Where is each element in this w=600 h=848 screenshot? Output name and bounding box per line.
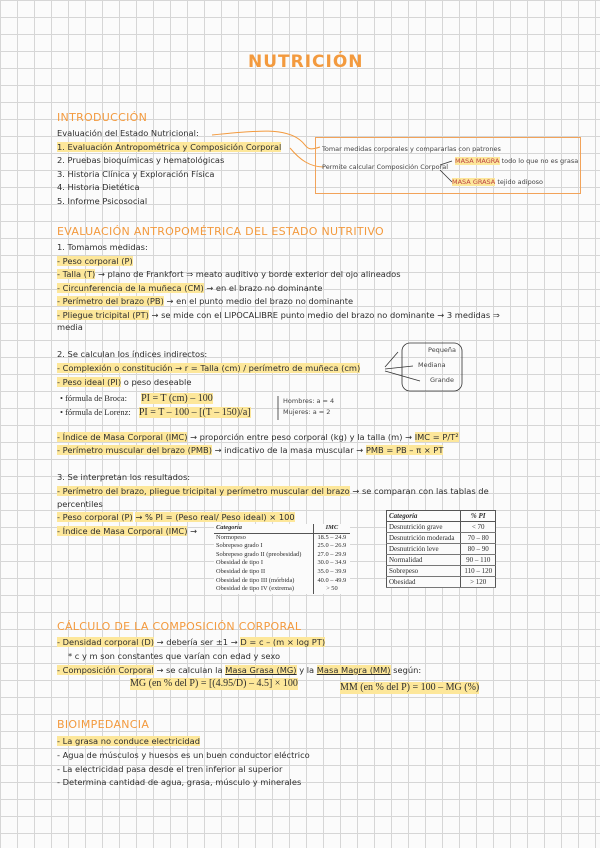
pt-label: - Pliegue tricipital (PT) <box>57 310 149 320</box>
complexion-label: - Complexión o constitución → r = Talla (cm) / perímetro de muñeca (cm) <box>57 363 361 373</box>
eval-step2: 2. Se calculan los índices indirectos: <box>57 349 208 359</box>
table-row <box>387 577 496 588</box>
table-header-row <box>214 524 350 533</box>
masa-magra-row <box>455 157 578 165</box>
pb-label: - Perímetro del brazo (PB) <box>57 296 164 306</box>
complexion-type: Grande <box>430 376 454 384</box>
interp1-text2: percentiles <box>57 499 103 509</box>
pb-text: → en el punto medio del brazo no dominante <box>166 296 354 306</box>
header-cell: IMC <box>313 524 350 533</box>
intro-item: 4. Historia Dietética <box>57 182 140 192</box>
masa-grasa-row <box>452 178 543 186</box>
cell: 35.0 – 39.9 <box>313 568 350 577</box>
intro-item: 3. Historia Clínica y Exploración Física <box>57 169 215 179</box>
bio-item: - La electricidad pasa desde el tren inferior al superior <box>57 764 283 774</box>
table-row <box>387 555 496 566</box>
dc-formula: D = c – (m × log PT) <box>240 637 326 647</box>
cm-label: - Circunferencia de la muñeca (CM) <box>57 283 204 293</box>
calc-dc <box>57 637 325 648</box>
cell: Obesidad de tipo III (mórbida) <box>216 576 295 584</box>
cell: Obesidad <box>387 577 461 588</box>
cell: 18.5 – 24.9 <box>313 533 350 542</box>
box-line2a: Permite calcular <box>322 163 375 171</box>
dc-text: → debería ser ±1 → <box>156 637 238 647</box>
cell: Sobrepeso <box>387 566 461 577</box>
page-title: NUTRICIÓN <box>248 52 364 72</box>
cell: 80 – 90 <box>461 544 496 555</box>
eval-step1: 1. Tomamos medidas: <box>57 242 148 252</box>
dc-note: * c y m son constantes que varían con edad y sexo <box>68 651 281 661</box>
pmb-label: - Perímetro muscular del brazo (PMB) <box>57 445 212 455</box>
cell: 25.0 – 26.9 <box>313 542 350 551</box>
lorenz-row <box>60 407 251 418</box>
pt-text: → se mide con el LIPOCALIBRE punto medio del brazo no dominante → 3 medidas ⇒ <box>151 310 500 320</box>
cell: Obesidad de tipo I <box>216 559 264 567</box>
table-row <box>214 542 350 551</box>
masa-grasa-note: tejido adiposo <box>497 178 544 186</box>
talla-text: → plano de Frankfort ⇒ meato auditivo y borde exterior del ojo alineados <box>97 269 401 279</box>
comp-mg: Masa Grasa (MG) <box>225 665 297 675</box>
interp3-label: - Índice de Masa Corporal (IMC) <box>57 526 188 536</box>
broca-formula: PI = T (cm) – 100 <box>141 393 213 404</box>
cell: 30.0 – 34.9 <box>313 559 350 568</box>
calc-heading: CÁLCULO DE LA COMPOSICIÓN CORPORAL <box>57 620 302 633</box>
cell: Desnutrición moderada <box>387 533 461 544</box>
comp-text2: y la <box>299 665 315 675</box>
lorenz-label: • fórmula de Lorenz: <box>60 407 131 417</box>
imc-label: - Índice de Masa Corporal (IMC) <box>57 432 188 442</box>
mg-formula: MG (en % del P) = [(4.95/D) – 4.5] × 100 <box>130 678 298 689</box>
comp-mm: Masa Magra (MM) <box>316 665 391 675</box>
lorenz-formula: PI = T – 100 – [(T – 150)/a] <box>138 407 251 418</box>
eval-interp2 <box>57 512 295 523</box>
cell: < 70 <box>461 522 496 533</box>
cell: 40.0 – 49.9 <box>313 577 350 586</box>
pt-text2: media <box>57 322 83 332</box>
bio-item <box>57 736 200 747</box>
cell: Normopeso <box>216 533 246 541</box>
peso-label: - Peso corporal (P) <box>57 256 133 266</box>
eval-step3: 3. Se interpretan los resultados: <box>57 472 191 482</box>
eval-peso <box>57 256 133 267</box>
masa-grasa-label: MASA GRASA <box>452 178 496 186</box>
eval-peso-ideal <box>57 377 191 388</box>
talla-label: - Talla (T) <box>57 269 96 279</box>
masa-magra-label: MASA MAGRA <box>455 157 500 165</box>
imc-text: → proporción entre peso corporal (kg) y la talla (m) → <box>190 432 413 442</box>
table-header-row <box>387 511 496 522</box>
interp1-text: → se comparan con las tablas de <box>352 486 489 496</box>
bio-item-text: - La grasa no conduce electricidad <box>57 736 201 746</box>
box-line2 <box>322 163 448 171</box>
table-row <box>387 566 496 577</box>
interp2-formula: → % PI = (Peso real/ Peso ideal) × 100 <box>135 512 295 522</box>
eval-complexion <box>57 363 360 374</box>
masa-magra-note: todo lo que no es grasa <box>501 157 579 165</box>
comp-label: - Composición Corporal <box>57 665 154 675</box>
cell: 70 – 80 <box>461 533 496 544</box>
cell: Sobrepeso grado I <box>216 542 263 550</box>
cell: 90 – 110 <box>461 555 496 566</box>
mm-formula: MM (en % del P) = 100 – MG (%) <box>340 682 480 693</box>
table-row <box>387 522 496 533</box>
interp1-label: - Perímetro del brazo, pliegue tricipital y perímetro muscular del brazo <box>57 486 350 496</box>
intro-lead: Evaluación del Estado Nutricional: <box>57 128 199 138</box>
bio-item: - Determina cantidad de agua, grasa, músculo y minerales <box>57 777 302 787</box>
cell: 27.0 – 29.9 <box>313 551 350 560</box>
interp2-label: - Peso corporal (P) <box>57 512 133 522</box>
pmb-text: → indicativo de la masa muscular → <box>214 445 364 455</box>
dc-label: - Densidad corporal (D) <box>57 637 154 647</box>
table-row <box>214 577 350 586</box>
eval-cm <box>57 283 322 294</box>
comp-text1: → se calculan la <box>156 665 223 675</box>
lorenz-note1: Hombres: a = 4 <box>283 397 335 405</box>
intro-item-text: 1. Evaluación Antropométrica y Composición Corporal <box>57 142 282 152</box>
eval-pmb <box>57 445 443 456</box>
box-line1: Tomar medidas corporales y compararlas con patrones <box>322 145 501 153</box>
imc-formula: IMC = P/T² <box>414 432 459 442</box>
table-row <box>387 544 496 555</box>
lorenz-note2: Mujeres: a = 2 <box>283 408 331 416</box>
pi-table <box>386 510 496 588</box>
eval-talla <box>57 269 401 280</box>
cell: Desnutrición leve <box>387 544 461 555</box>
bio-item: - Agua de músculos y huesos es un buen conductor eléctrico <box>57 750 310 760</box>
eval-heading: EVALUACIÓN ANTROPOMÉTRICA DEL ESTADO NUTRITIVO <box>57 225 385 238</box>
interp3-text: → <box>190 526 198 536</box>
header-cell: Categoría <box>387 511 461 522</box>
cell: 110 – 120 <box>461 566 496 577</box>
intro-item: 2. Pruebas bioquímicas y hematológicas <box>57 155 225 165</box>
pmb-formula: PMB = PB – π × PT <box>365 445 444 455</box>
eval-pb <box>57 296 353 307</box>
bio-heading: BIOIMPEDANCIA <box>57 718 150 731</box>
broca-row <box>60 393 213 404</box>
header-cell: Categoría <box>214 524 313 533</box>
intro-heading: INTRODUCCIÓN <box>57 111 148 124</box>
complexion-type: Mediana <box>418 361 446 369</box>
eval-interp1 <box>57 486 489 497</box>
intro-item: 5. Informe Psicosocial <box>57 196 148 206</box>
header-cell: % PI <box>461 511 496 522</box>
peso-ideal-label: - Peso ideal (PI) <box>57 377 122 387</box>
eval-pt <box>57 310 500 321</box>
peso-ideal-text: o peso deseable <box>123 377 192 387</box>
table-row <box>214 585 350 594</box>
table-row <box>214 551 350 560</box>
table-row <box>214 559 350 568</box>
calc-comp <box>57 665 421 676</box>
table-row <box>214 533 350 542</box>
broca-label: • fórmula de Broca: <box>60 393 127 403</box>
cm-text: → en el brazo no dominante <box>206 283 323 293</box>
cell: Desnutrición grave <box>387 522 461 533</box>
table-row <box>387 533 496 544</box>
cell: > 50 <box>313 585 350 594</box>
table-row <box>214 568 350 577</box>
eval-interp3 <box>57 526 197 537</box>
cell: Sobrepeso grado II (preobesidad) <box>216 550 302 558</box>
cell: > 120 <box>461 577 496 588</box>
imc-table <box>214 524 350 594</box>
eval-imc <box>57 432 459 443</box>
cell: Obesidad de tipo II <box>216 567 266 575</box>
cell: Normalidad <box>387 555 461 566</box>
box-line2b: Composición Corporal <box>376 163 449 171</box>
comp-text3: según: <box>393 665 422 675</box>
cell: Obesidad de tipo IV (extrema) <box>216 585 294 593</box>
complexion-type: Pequeña <box>428 346 457 354</box>
